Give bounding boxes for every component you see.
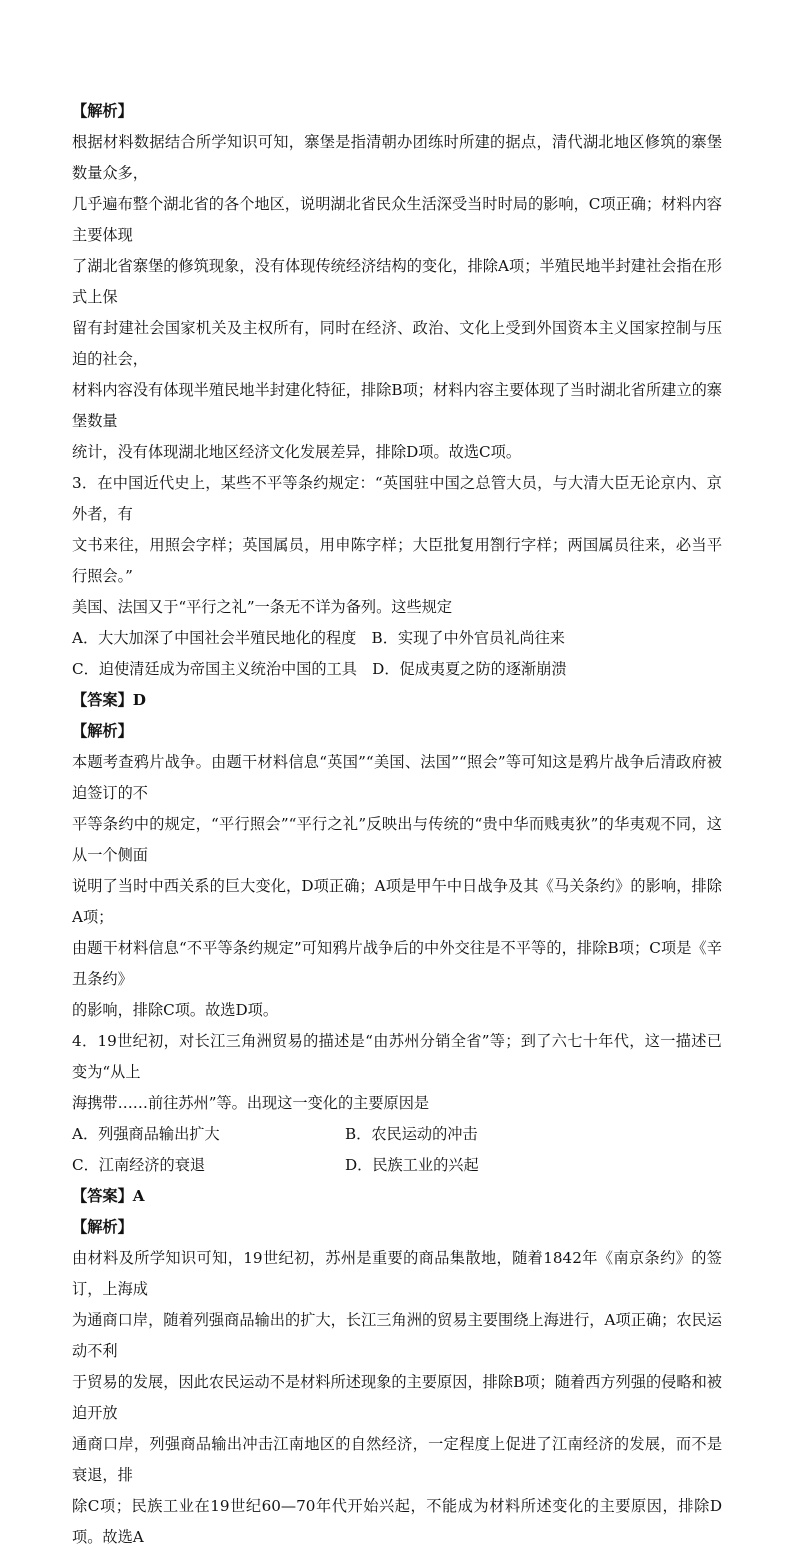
analysis-line: 本题考查鸦片战争。由题干材料信息“英国”“美国、法国”“照会”等可知这是鸦片战争后清政府被迫签订的不	[72, 753, 722, 802]
analysis-line: 材料内容没有体现半殖民地半封建化特征，排除B项；材料内容主要体现了当时湖北省所建立的寨堡数量	[72, 381, 722, 430]
option-b: B．农民运动的冲击	[345, 1125, 478, 1143]
answer-label-4: 【答案】A	[72, 1187, 145, 1205]
options-row-ab	[72, 1119, 722, 1150]
answer-label-3: 【答案】D	[72, 691, 146, 709]
analysis-line: 除C项；民族工业在19世纪60—70年代开始兴起，不能成为材料所述变化的主要原因，排除D项。故选A	[72, 1497, 722, 1546]
question-3	[72, 468, 722, 1026]
analysis-line: 几乎遍布整个湖北省的各个地区，说明湖北省民众生活深受当时时局的影响，C项正确；材料内容主要体现	[72, 195, 722, 244]
analysis-line: 留有封建社会国家机关及主权所有，同时在经济、政治、文化上受到外国资本主义国家控制与压迫的社会，	[72, 319, 722, 368]
analysis-line: 于贸易的发展，因此农民运动不是材料所述现象的主要原因，排除B项；随着西方列强的侵略和被迫开放	[72, 1373, 722, 1422]
analysis-line: 了湖北省寨堡的修筑现象，没有体现传统经济结构的变化，排除A项；半殖民地半封建社会指在形式上保	[72, 257, 722, 306]
options-line-ab: A．大大加深了中国社会半殖民地化的程度 B．实现了中外官员礼尚往来	[72, 629, 565, 647]
analysis-line: 由材料及所学知识可知，19世纪初，苏州是重要的商品集散地，随着1842年《南京条约》的签订，上海成	[72, 1249, 722, 1298]
analysis-line: 为通商口岸，随着列强商品输出的扩大，长江三角洲的贸易主要围绕上海进行，A项正确；农民运动不利	[72, 1311, 722, 1360]
analysis-label-1: 【解析】	[72, 102, 133, 120]
option-a: A．列强商品输出扩大	[72, 1125, 220, 1143]
analysis-line: 统计，没有体现湖北地区经济文化发展差异，排除D项。故选C项。	[72, 443, 522, 461]
analysis-label-4: 【解析】	[72, 1218, 133, 1236]
analysis-line: 平等条约中的规定，“平行照会”“平行之礼”反映出与传统的“贵中华而贱夷狄”的华夷观不同，这从一个侧面	[72, 815, 722, 864]
option-c: C．江南经济的衰退	[72, 1156, 206, 1174]
options-row-cd	[72, 1150, 722, 1181]
analysis-text-1	[72, 127, 722, 468]
option-d: D．民族工业的兴起	[345, 1156, 479, 1174]
question-stem-line: 文书来往，用照会字样；英国属员，用申陈字样；大臣批复用劄行字样；两国属员往来，必当平行照会。”	[72, 536, 722, 585]
analysis-line: 的影响，排除C项。故选D项。	[72, 1001, 279, 1019]
analysis-line: 根据材料数据结合所学知识可知，寨堡是指清朝办团练时所建的据点，清代湖北地区修筑的寨堡数量众多，	[72, 133, 722, 182]
question-stem-line: 3．在中国近代史上，某些不平等条约规定：“英国驻中国之总管大员，与大清大臣无论京内、京外者，有	[72, 474, 722, 523]
analysis-label-3: 【解析】	[72, 722, 133, 740]
analysis-line: 说明了当时中西关系的巨大变化，D项正确；A项是甲午中日战争及其《马关条约》的影响，排除A项；	[72, 877, 722, 926]
analysis-line: 通商口岸，列强商品输出冲击江南地区的自然经济，一定程度上促进了江南经济的发展，而不是衰退，排	[72, 1435, 722, 1484]
analysis-line: 由题干材料信息“不平等条约规定”可知鸦片战争后的中外交往是不平等的，排除B项；C项是《辛丑条约》	[72, 939, 722, 988]
question-stem-line: 海携带……前往苏州”等。出现这一变化的主要原因是	[72, 1094, 430, 1112]
question-stem-line: 4．19世纪初，对长江三角洲贸易的描述是“由苏州分销全省”等；到了六七十年代，这一描述已变为“从上	[72, 1032, 722, 1081]
question-stem-line: 美国、法国又于“平行之礼”一条无不详为备列。这些规定	[72, 598, 453, 616]
question-4	[72, 1026, 722, 1553]
options-line-cd: C．迫使清廷成为帝国主义统治中国的工具 D．促成夷夏之防的逐渐崩溃	[72, 660, 567, 678]
